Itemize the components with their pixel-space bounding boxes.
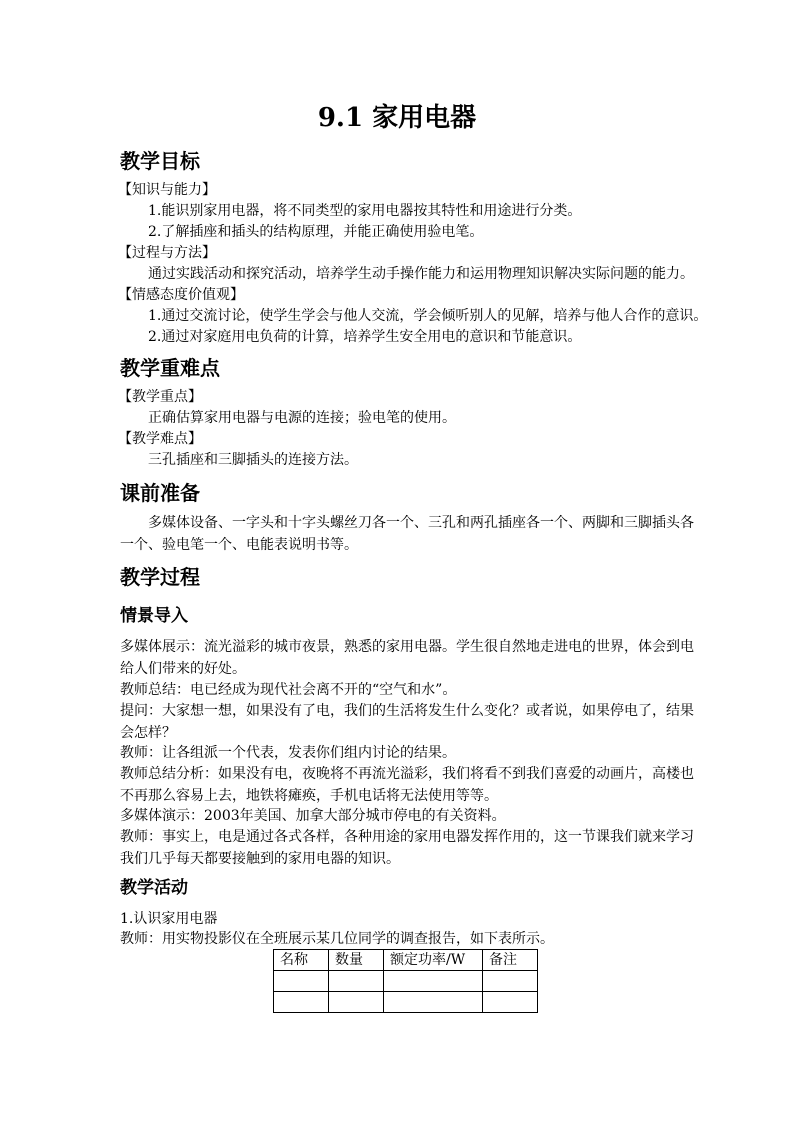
table-cell: [483, 971, 538, 992]
intro-line-6: 多媒体演示：2003年美国、加拿大部分城市停电的有关资料。: [120, 808, 506, 824]
table-header-cell: 备注: [483, 950, 538, 971]
intro-line-4: 教师：让各组派一个代表，发表你们组内讨论的结果。: [120, 745, 456, 761]
intro-line-7: 教师：事实上，电是通过各式各样，各种用途的家用电器发挥作用的，这一节课我们就来学习我们几乎每天都要接触到的家用电器的知识。: [120, 829, 694, 867]
intro-line-2: 教师总结：电已经成为现代社会离不开的“空气和水”。: [120, 682, 457, 698]
emotion-item-2: 2.通过对家庭用电负荷的计算，培养学生安全用电的意识和节能意识。: [148, 329, 582, 345]
emotion-item-1: 1.通过交流讨论，使学生学会与他人交流，学会倾听别人的见解，培养与他人合作的意识。: [148, 308, 708, 324]
table-cell: [274, 992, 329, 1013]
label-difficulty: 【教学难点】: [118, 431, 202, 447]
table-header-cell: 数量: [329, 950, 384, 971]
heading-activity: 教学活动: [120, 878, 188, 898]
table-cell: [384, 971, 483, 992]
table-row: [274, 971, 538, 992]
heading-intro: 情景导入: [120, 606, 188, 626]
label-focus: 【教学重点】: [118, 389, 202, 405]
label-emotion: 【情感态度价值观】: [118, 287, 244, 303]
process-text: 通过实践活动和探究活动，培养学生动手操作能力和运用物理知识解决实际问题的能力。: [148, 266, 694, 282]
heading-prep: 课前准备: [120, 481, 200, 505]
difficulty-text: 三孔插座和三脚插头的连接方法。: [148, 452, 358, 468]
page-title: 9.1 家用电器: [317, 103, 477, 133]
table-cell: [384, 992, 483, 1013]
table-cell: [483, 992, 538, 1013]
intro-line-1: 多媒体展示：流光溢彩的城市夜景，熟悉的家用电器。学生很自然地走进电的世界，体会到电给人们带来的好处。: [120, 639, 694, 677]
table-cell: [274, 971, 329, 992]
focus-text: 正确估算家用电器与电源的连接；验电笔的使用。: [148, 410, 456, 426]
intro-line-3: 提问：大家想一想，如果没有了电，我们的生活将发生什么变化？或者说，如果停电了，结果会怎样？: [120, 703, 694, 741]
knowledge-item-1: 1.能识别家用电器，将不同类型的家用电器按其特性和用途进行分类。: [148, 203, 582, 219]
label-process: 【过程与方法】: [118, 245, 216, 261]
survey-table: [273, 949, 538, 1013]
table-cell: [329, 992, 384, 1013]
intro-line-5: 教师总结分析：如果没有电，夜晚将不再流光溢彩，我们将看不到我们喜爱的动画片，高楼也不再那么容易上去，地铁将瘫痪，手机电话将无法使用等等。: [120, 766, 694, 804]
activity-subheading: 1.认识家用电器: [120, 911, 218, 927]
prep-text: 多媒体设备、一字头和十字头螺丝刀各一个、三孔和两孔插座各一个、两脚和三脚插头各一个、验电笔一个、电能表说明书等。: [120, 515, 694, 553]
activity-text: 教师：用实物投影仪在全班展示某几位同学的调查报告，如下表所示。: [120, 931, 554, 947]
table-header-row: [274, 950, 538, 971]
heading-keypoints: 教学重难点: [120, 356, 220, 380]
knowledge-item-2: 2.了解插座和插头的结构原理，并能正确使用验电笔。: [148, 224, 484, 240]
heading-goals: 教学目标: [120, 149, 200, 173]
table-header-cell: 名称: [274, 950, 329, 971]
heading-process: 教学过程: [120, 565, 200, 589]
table-cell: [329, 971, 384, 992]
label-knowledge: 【知识与能力】: [118, 182, 216, 198]
table-row: [274, 992, 538, 1013]
table-header-cell: 额定功率/W: [384, 950, 483, 971]
